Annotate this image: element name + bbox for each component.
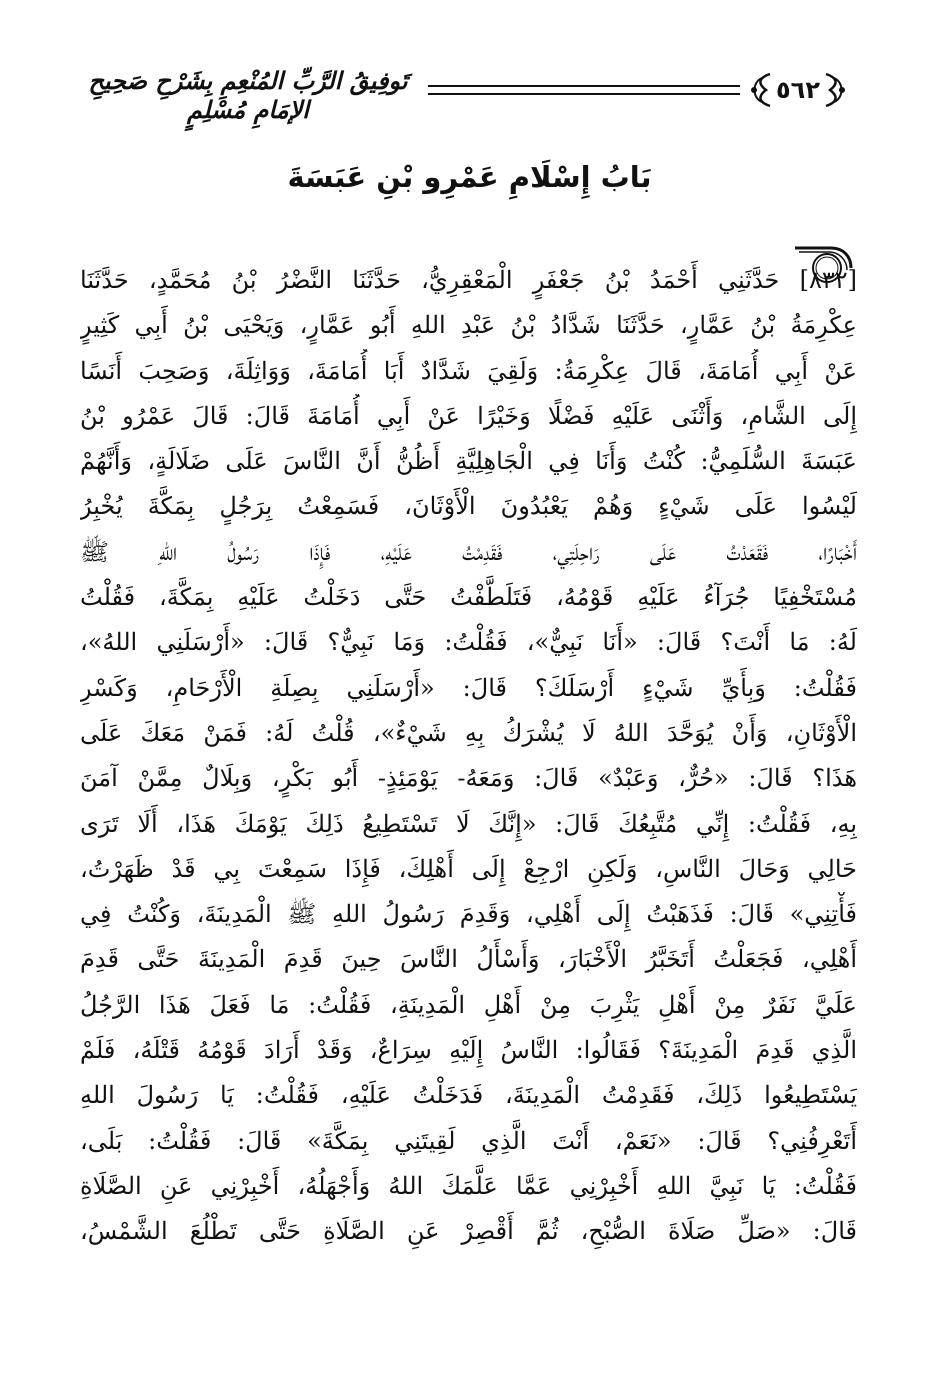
text-line: عَنْ أَبِي أُمَامَةَ، قَالَ عِكْرِمَةُ: وَلَقِيَ شَدَّادٌ أَبَا أُمَامَةَ، وَوَاثِلَةَ، وَصَحِبَ أَنَسًا [80,356,857,385]
text-line: [٨٣٢] حَدَّثَنِي أَحْمَدُ بْنُ جَعْفَرٍ الْمَعْقِرِيُّ، حَدَّثَنَا النَّضْرُ بْنُ مُحَمَّدٍ، حَدَّثَنَا [80,266,857,294]
text-line: فَقُلْتُ: وَبِأَيِّ شَيْءٍ أَرْسَلَكَ؟ قَالَ: «أَرْسَلَنِي بِصِلَةِ الْأَرْحَامِ، وَكَسْرِ [80,673,857,702]
page-number: ٥٦٢ [776,76,820,104]
text-line: مُسْتَخْفِيًا جُرَآءُ عَلَيْهِ قَوْمُهُ، فَتَلَطَّفْتُ حَتَّى دَخَلْتُ عَلَيْهِ بِمَكَّةَ، فَقُلْتُ [80,583,857,612]
chapter-title: بَابُ إِسْلَامِ عَمْرِو بْنِ عَبَسَةَ [287,160,652,194]
text-line: حَالِي وَحَالَ النَّاسِ، وَلَكِنِ ارْجِعْ إِلَى أَهْلِكَ، فَإِذَا سَمِعْتَ بِي قَدْ ظَهَرْتُ، [80,854,857,883]
ornament-right-icon [824,70,848,110]
ornament-left-icon [748,70,772,110]
text-line: الْأَوْثَانِ، وَأَنْ يُوَحَّدَ اللهُ لَا يُشْرَكُ بِهِ شَيْءٌ»، قُلْتُ لَهُ: فَمَنْ مَعَكَ عَلَى [80,718,857,747]
hadith-text [80,258,857,1255]
text-line: هَذَا؟ قَالَ: «حُرٌّ، وَعَبْدٌ» قَالَ: وَمَعَهُ- يَوْمَئِذٍ- أَبُو بَكْرٍ، وَبِلَالٌ مِمَّنْ آمَنَ [80,764,857,793]
text-line: لَهُ: مَا أَنْتَ؟ قَالَ: «أَنَا نَبِيٌّ»، فَقُلْتُ: وَمَا نَبِيٌّ؟ قَالَ: «أَرْسَلَنِي اللهُ»، [80,628,857,657]
text-line: عَبَسَةَ السُّلَمِيُّ: كُنْتُ وَأَنَا فِي الْجَاهِلِيَّةِ أَظُنُّ أَنَّ النَّاسَ عَلَى ضَلَالَةٍ، وَأَنَّهُمْ [80,447,857,476]
text-line: فَأْتِنِي» قَالَ: فَذَهَبْتُ إِلَى أَهْلِي، وَقَدِمَ رَسُولُ اللهِ ﷺ الْمَدِينَةَ، وَكُنْتُ فِي [80,900,857,929]
header-rule [428,85,740,95]
text-line: أَتَعْرِفُنِي؟ قَالَ: «نَعَمْ، أَنْتَ الَّذِي لَقِيتَنِي بِمَكَّةَ» قَالَ: فَقُلْتُ: بَلَى، [80,1126,857,1155]
text-line: عِكْرِمَةُ بْنُ عَمَّارٍ، حَدَّثَنَا شَدَّادُ بْنُ عَبْدِ اللهِ أَبُو عَمَّارٍ، وَيَحْيَى بْنُ أَبِي كَثِيرٍ [80,311,857,340]
page-header [68,58,868,128]
text-line: قَالَ: «صَلِّ صَلَاةَ الصُّبْحِ، ثُمَّ أَقْصِرْ عَنِ الصَّلَاةِ حَتَّى تَطْلُعَ الشَّمْسُ، [80,1217,857,1246]
text-line: الَّذِي قَدِمَ الْمَدِينَةَ؟ فَقَالُوا: النَّاسُ إِلَيْهِ سِرَاعٌ، وَقَدْ أَرَادَ قَوْمُهُ قَتْلَهُ، فَلَمْ [80,1036,857,1065]
book-title: تَوفِيقُ الرَّبِّ المُنْعِمِ بِشَرْحِ صَحِيحِ الإمَامِ مُسْلِمٍ [88,66,408,124]
text-line: إِلَى الشَّامِ، وَأَثْنَى عَلَيْهِ فَضْلًا وَخَيْرًا عَنْ أَبِي أُمَامَةَ قَالَ: قَالَ عَمْرُو بْنُ [80,401,857,430]
text-line: أَخْبَارًا، فَقَعَدْتُ عَلَى رَاحِلَتِي، فَقَدِمْتُ عَلَيْهِ، فَإِذَا رَسُولُ اللهِ ﷺ [80,537,857,566]
text-line: يَسْتَطِيعُوا ذَلِكَ، فَقَدِمْتُ الْمَدِينَةَ، فَدَخَلْتُ عَلَيْهِ، فَقُلْتُ: يَا رَسُولَ اللهِ [80,1081,857,1110]
text-line: فَقُلْتُ: يَا نَبِيَّ اللهِ أَخْبِرْنِي عَمَّا عَلَّمَكَ اللهُ وَأَجْهَلُهُ، أَخْبِرْنِي عَنِ الصَّلَاةِ [80,1171,857,1200]
text-line: لَيْسُوا عَلَى شَيْءٍ وَهُمْ يَعْبُدُونَ الْأَوْثَانَ، فَسَمِعْتُ بِرَجُلٍ بِمَكَّةَ يُخْبِرُ [80,492,857,521]
text-line: أَهْلِي، فَجَعَلْتُ أَتَخَبَّرُ الْأَخْبَارَ، وَأَسْأَلُ النَّاسَ حِينَ قَدِمَ الْمَدِينَةَ حَتَّى قَدِمَ [80,945,857,974]
text-line: عَلَيَّ نَفَرٌ مِنْ أَهْلِ يَثْرِبَ مِنْ أَهْلِ الْمَدِينَةِ، فَقُلْتُ: مَا فَعَلَ هَذَا الرَّجُلُ [80,990,857,1019]
page-number-frame [748,62,848,118]
text-line: بِهِ، فَقُلْتُ: إِنِّي مُتَّبِعُكَ قَالَ: «إِنَّكَ لَا تَسْتَطِيعُ ذَلِكَ يَوْمَكَ هَذَا، أَلَا تَرَى [80,809,857,838]
